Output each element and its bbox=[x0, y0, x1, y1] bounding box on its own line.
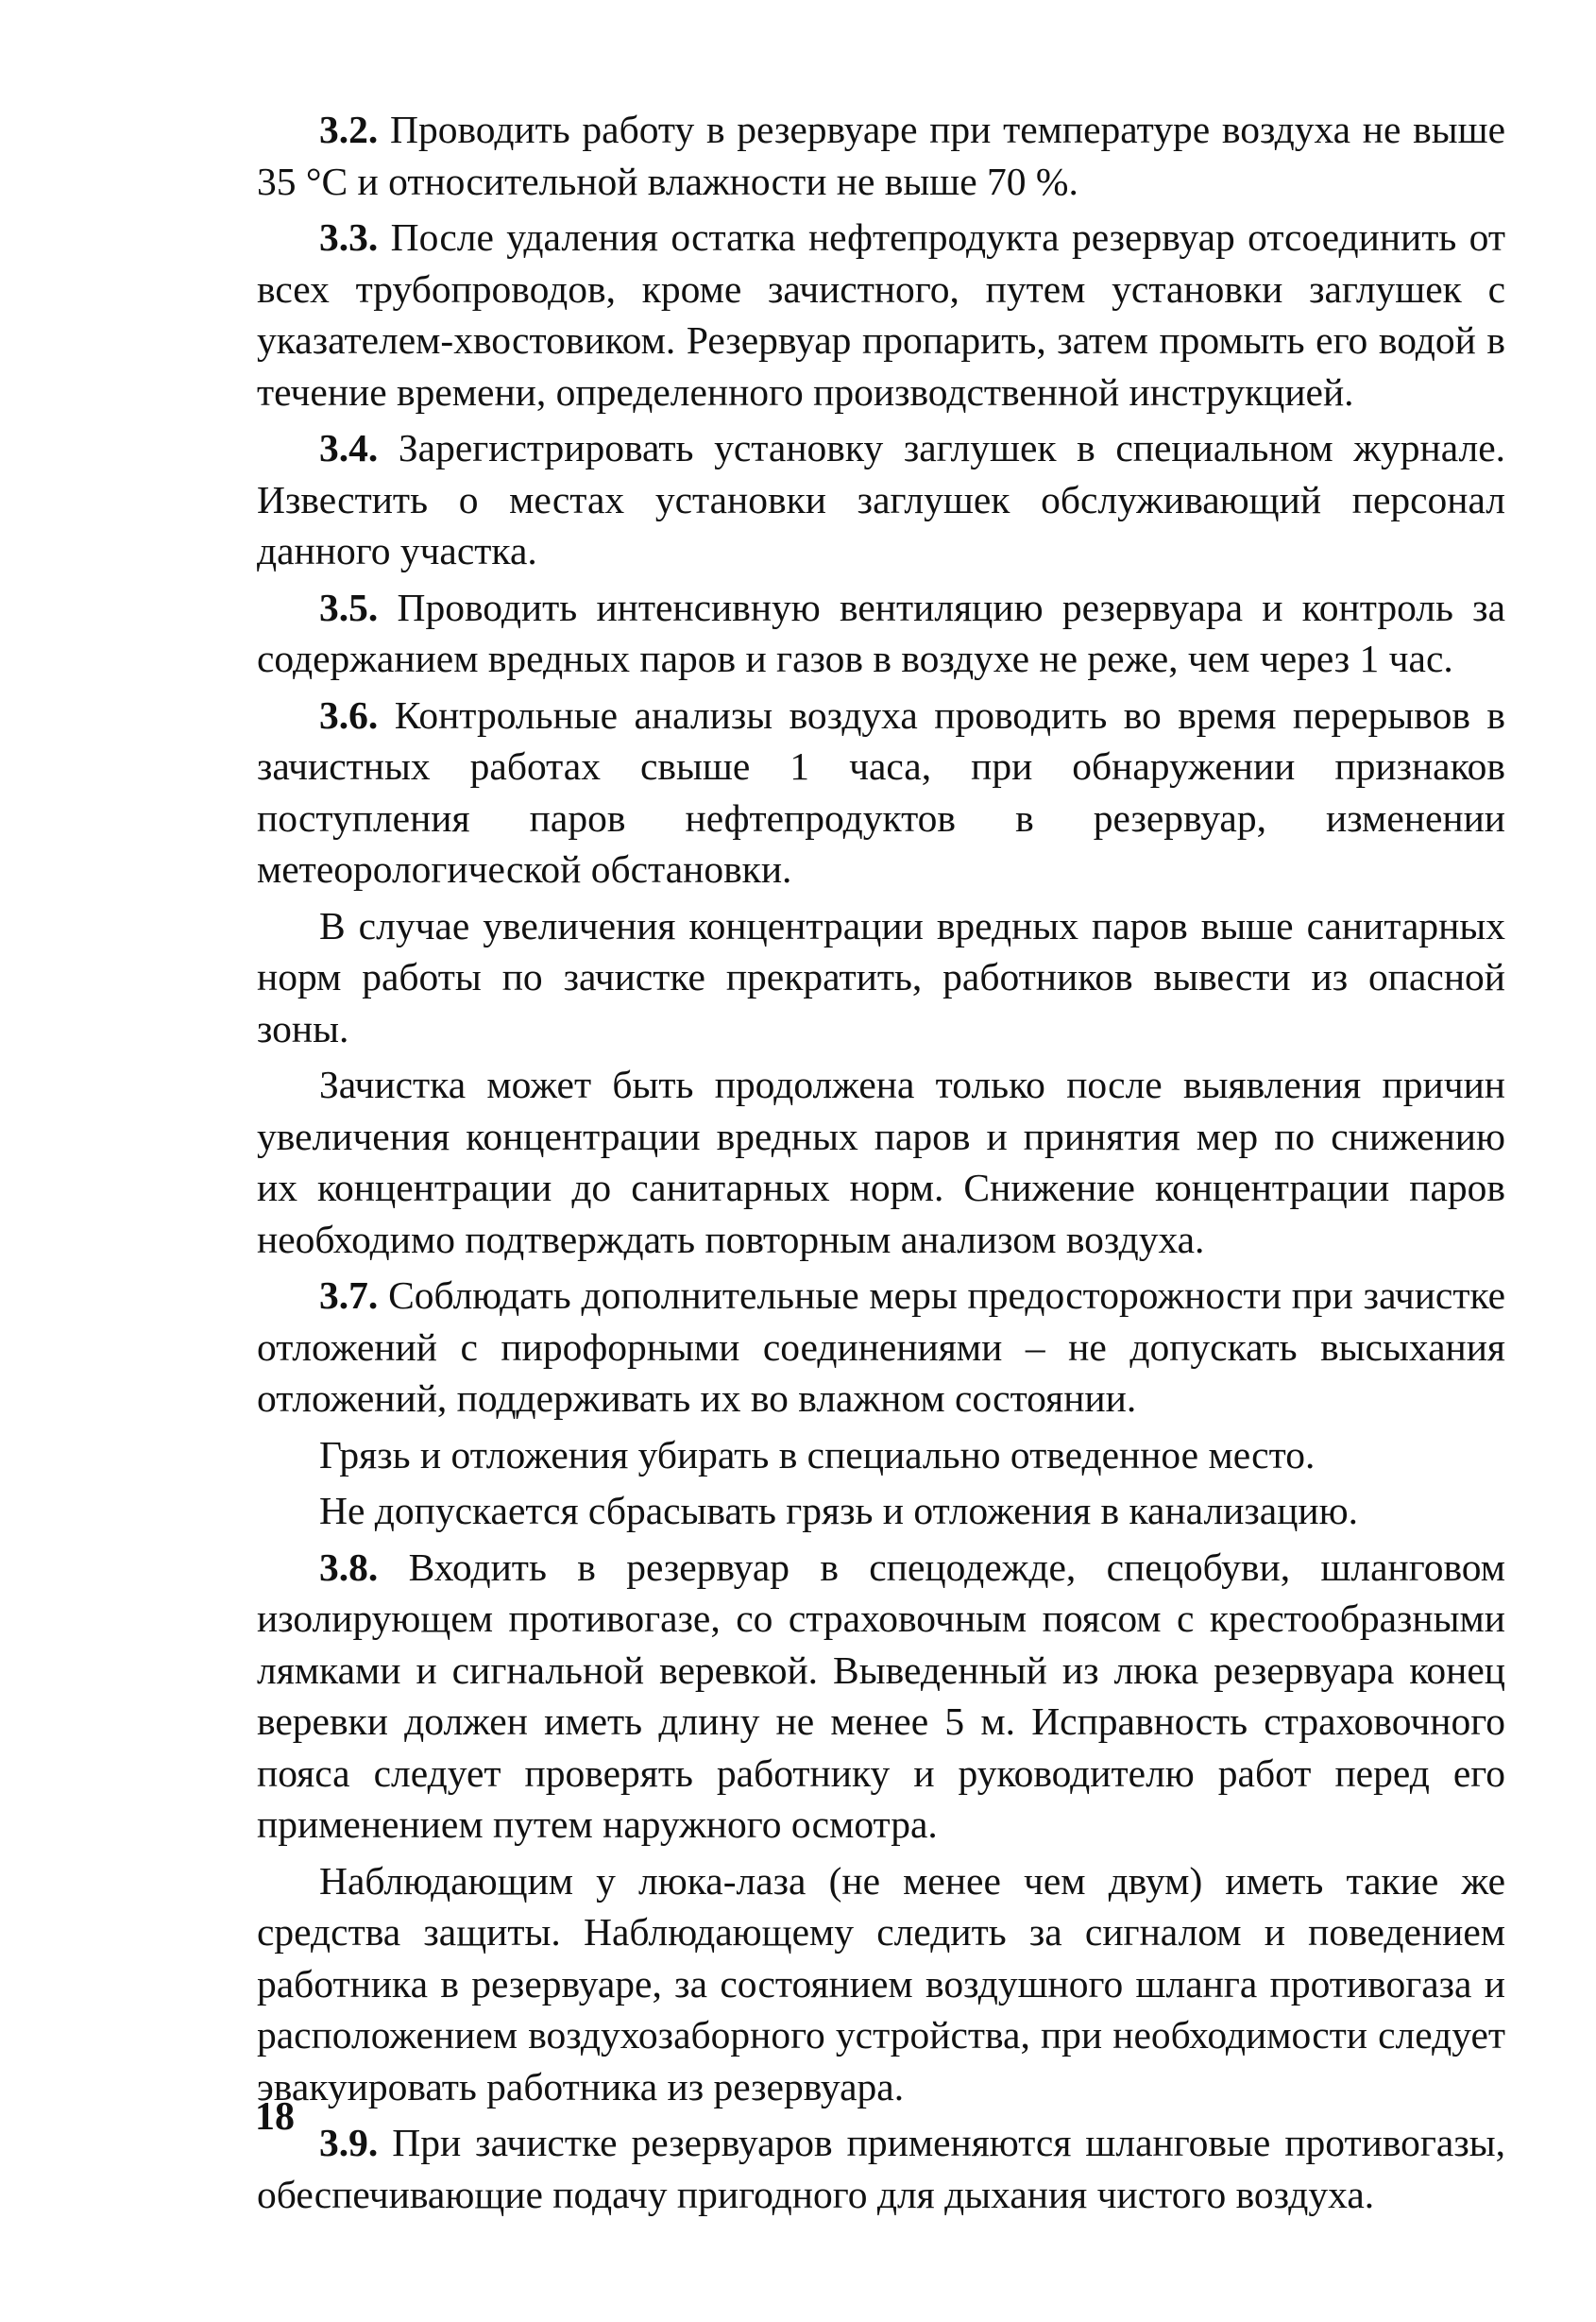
paragraph-3-2 bbox=[257, 104, 1505, 207]
body-text bbox=[257, 104, 1505, 2225]
paragraph-text: В случае увеличения концентрации вредных паров выше санитарных норм работы по зачистке прекратить, работников вывести из опасной зоны. bbox=[257, 903, 1505, 1050]
paragraph-text: Входить в резервуар в спецодежде, спецобуви, шланговом изолирующем противогазе, со страховочным поясом с крестообразными лямками и сигнальной веревкой. Выведенный из люка резервуара конец веревки должен иметь длину не менее 5 м. Исправность страховочного пояса следует проверять работнику и руководителю работ перед его применением путем наружного осмотра. bbox=[257, 1545, 1506, 1846]
paragraph-3-3 bbox=[257, 212, 1505, 418]
paragraph-text: Грязь и отложения убирать в специально отведенное место. bbox=[319, 1432, 1316, 1477]
paragraph-3-7-no-sewer bbox=[257, 1485, 1505, 1537]
paragraph-3-7 bbox=[257, 1270, 1505, 1425]
clause-number: 3.3. bbox=[319, 215, 379, 259]
paragraph-text: После удаления остатка нефтепродукта резервуар отсоединить от всех трубопроводов, кроме зачистного, путем установки заглушек с указателем-хвостовиком. Резервуар пропарить, затем промыть его водой в течение времени, определенного производственной инструкцией. bbox=[257, 215, 1506, 414]
paragraph-3-6-resume-cleaning bbox=[257, 1059, 1505, 1265]
paragraph-text: При зачистке резервуаров применяются шланговые противогазы, обеспечивающие подачу пригодного для дыхания чистого воздуха. bbox=[257, 2121, 1505, 2216]
paragraph-text: Проводить работу в резервуаре при температуре воздуха не выше 35 °C и относительной влажности не выше 70 %. bbox=[257, 108, 1506, 203]
paragraph-text: Зачистка может быть продолжена только после выявления причин увеличения концентрации вредных паров и принятия мер по снижению их концентрации до санитарных норм. Снижение концентрации паров необходимо подтверждать повторным анализом воздуха. bbox=[257, 1063, 1505, 1261]
paragraph-3-5 bbox=[257, 582, 1505, 685]
paragraph-text: Зарегистрировать установку заглушек в специальном журнале. Известить о местах установки заглушек обслуживающий персонал данного участка. bbox=[257, 426, 1505, 572]
paragraph-3-8 bbox=[257, 1542, 1505, 1851]
clause-number: 3.5. bbox=[319, 585, 379, 629]
clause-number: 3.8. bbox=[319, 1545, 379, 1589]
paragraph-text: Контрольные анализы воздуха проводить во время перерывов в зачистных работах свыше 1 часа, при обнаружении признаков поступления паров нефтепродуктов в резервуар, изменении метеорологической обстановки. bbox=[257, 692, 1506, 891]
clause-number: 3.7. bbox=[319, 1273, 379, 1317]
paragraph-3-4 bbox=[257, 422, 1505, 577]
paragraph-text: Наблюдающим у люка-лаза (не менее чем двум) иметь такие же средства защиты. Наблюдающему следить за сигналом и поведением работника в резервуаре, за состоянием воздушного шланга противогаза и расположением воздухозаборного устройства, при необходимости следует эвакуировать работника из резервуара. bbox=[257, 1858, 1505, 2109]
paragraph-3-9 bbox=[257, 2117, 1505, 2220]
paragraph-3-6-vapour-concentration bbox=[257, 900, 1505, 1055]
paragraph-3-6 bbox=[257, 690, 1505, 896]
paragraph-text: Не допускается сбрасывать грязь и отложения в канализацию. bbox=[319, 1489, 1358, 1532]
clause-number: 3.6. bbox=[319, 692, 379, 737]
paragraph-text: Проводить интенсивную вентиляцию резервуара и контроль за содержанием вредных паров и газов в воздухе не реже, чем через 1 час. bbox=[257, 585, 1505, 680]
clause-number: 3.9. bbox=[319, 2121, 379, 2164]
paragraph-3-7-waste-place bbox=[257, 1429, 1505, 1481]
paragraph-text: Соблюдать дополнительные меры предосторожности при зачистке отложений с пирофорными соединениями – не допускать высыхания отложений, поддерживать их во влажном состоянии. bbox=[257, 1273, 1506, 1420]
paragraph-3-8-observers bbox=[257, 1855, 1505, 2113]
clause-number: 3.2. bbox=[319, 108, 379, 151]
page-number: 18 bbox=[255, 2095, 295, 2139]
clause-number: 3.4. bbox=[319, 426, 379, 470]
